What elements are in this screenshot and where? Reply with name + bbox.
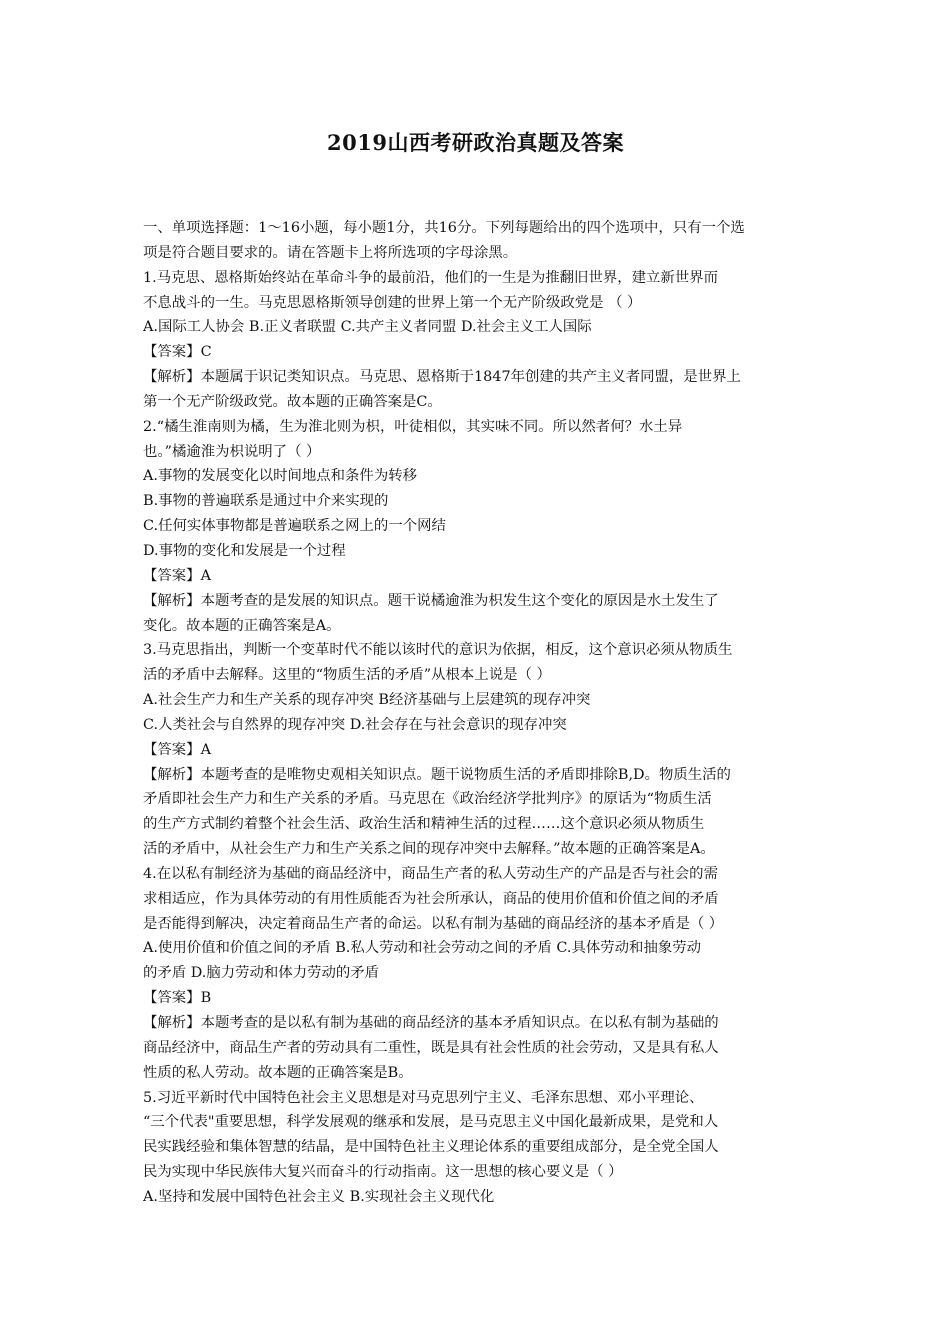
- text-line: 变化。故本题的正确答案是A。: [143, 617, 341, 634]
- text-line: B.事物的普遍联系是通过中介来实现的: [143, 493, 389, 510]
- text-line: 商品经济中，商品生产者的劳动具有二重性，既是具有社会性质的社会劳动，又是具有私人: [143, 1039, 719, 1056]
- page-title: 2019山西考研政治真题及答案: [327, 130, 624, 155]
- text-line: 的生产方式制约着整个社会生活、政治生活和精神生活的过程……这个意识必须从物质生: [143, 816, 705, 833]
- text-line: 【答案】A: [143, 741, 211, 758]
- text-line: 民实践经验和集体智慧的结晶，是中国特色社主义理论体系的重要组成部分，是全党全国人: [143, 1139, 719, 1156]
- text-line: 民为实现中华民族伟大复兴而奋斗的行动指南。这一思想的核心要义是（ ）: [143, 1164, 623, 1181]
- text-line: 2.“橘生淮南则为橘，生为淮北则为枳，叶徒相似，其实味不同。所以然者何？水土异: [143, 418, 683, 435]
- text-line: 【解析】本题考查的是以私有制为基础的商品经济的基本矛盾知识点。在以私有制为基础的: [143, 1015, 719, 1031]
- text-line: 第一个无产阶级政党。故本题的正确答案是C。: [143, 393, 442, 410]
- text-line: A.事物的发展变化以时间地点和条件为转移: [143, 468, 417, 485]
- text-line: 【解析】本题考查的是发展的知识点。题干说橘逾淮为枳发生这个变化的原因是水土发生了: [143, 592, 719, 609]
- text-line: 是否能得到解决，决定着商品生产者的命运。以私有制为基础的商品经济的基本矛盾是（ ）: [143, 915, 724, 932]
- text-line: 4.在以私有制经济为基础的商品经济中，商品生产者的私人劳动生产的产品是否与社会的需: [143, 865, 718, 882]
- text-line: 【解析】本题考查的是唯物史观相关知识点。题干说物质生活的矛盾即排除B,D。物质生活的: [143, 766, 731, 783]
- text-line: C.人类社会与自然界的现存冲突 D.社会存在与社会意识的现存冲突: [143, 716, 567, 733]
- text-line: 一、单项选择题：1～16小题，每小题1分，共16分。下列每题给出的四个选项中，只有一个选: [143, 220, 745, 236]
- text-line: “三个代表"重要思想，科学发展观的继承和发展，是马克思主义中国化最新成果，是党和人: [143, 1114, 719, 1131]
- text-line: 【解析】本题属于识记类知识点。马克思、恩格斯于1847年创建的共产主义者同盟，是世界上: [143, 369, 741, 386]
- text-line: 活的矛盾中，从社会生产力和生产关系之间的现存冲突中去解释。”故本题的正确答案是A。: [143, 841, 715, 858]
- text-line: A.国际工人协会 B.正义者联盟 C.共产主义者同盟 D.社会主义工人国际: [143, 319, 592, 336]
- text-line: 不息战斗的一生。马克思恩格斯领导创建的世界上第一个无产阶级政党是 （ ）: [143, 294, 642, 311]
- document-body: [143, 216, 808, 1210]
- text-line: 性质的私人劳动。故本题的正确答案是B。: [143, 1064, 413, 1081]
- text-line: 的矛盾 D.脑力劳动和体力劳动的矛盾: [143, 965, 380, 982]
- text-line: A.使用价值和价值之间的矛盾 B.私人劳动和社会劳动之间的矛盾 C.具体劳动和抽象劳动: [143, 940, 702, 957]
- text-line: 3.马克思指出，判断一个变革时代不能以该时代的意识为依据，相反，这个意识必须从物质生: [143, 642, 733, 659]
- text-line: 【答案】C: [143, 344, 212, 361]
- text-line: 矛盾即社会生产力和生产关系的矛盾。马克思在《政治经济学批判序》的原话为“物质生活: [143, 791, 712, 808]
- text-line: C.任何实体事物都是普遍联系之网上的一个网结: [143, 518, 446, 535]
- text-line: 活的矛盾中去解释。这里的“物质生活的矛盾”从根本上说是（ ）: [143, 667, 551, 684]
- text-line: 也。”橘逾淮为枳说明了（ ）: [143, 443, 321, 460]
- text-line: A.社会生产力和生产关系的现存冲突 B经济基础与上层建筑的现存冲突: [143, 692, 591, 709]
- text-line: D.事物的变化和发展是一个过程: [143, 542, 346, 559]
- text-line: 项是符合题目要求的。请在答题卡上将所选项的字母涂黑。: [143, 244, 518, 261]
- text-line: 【答案】B: [143, 990, 212, 1007]
- text-line: 1.马克思、恩格斯始终站在革命斗争的最前沿，他们的一生是为推翻旧世界，建立新世界而: [143, 269, 718, 286]
- text-line: A.坚持和发展中国特色社会主义 B.实现社会主义现代化: [143, 1188, 495, 1205]
- text-line: 5.习近平新时代中国特色社会主义思想是对马克思列宁主义、毛泽东思想、邓小平理论、: [143, 1089, 704, 1106]
- text-line: 【答案】A: [143, 567, 211, 584]
- text-line: 求相适应，作为具体劳动的有用性质能否为社会所承认，商品的使用价值和价值之间的矛盾: [143, 890, 719, 907]
